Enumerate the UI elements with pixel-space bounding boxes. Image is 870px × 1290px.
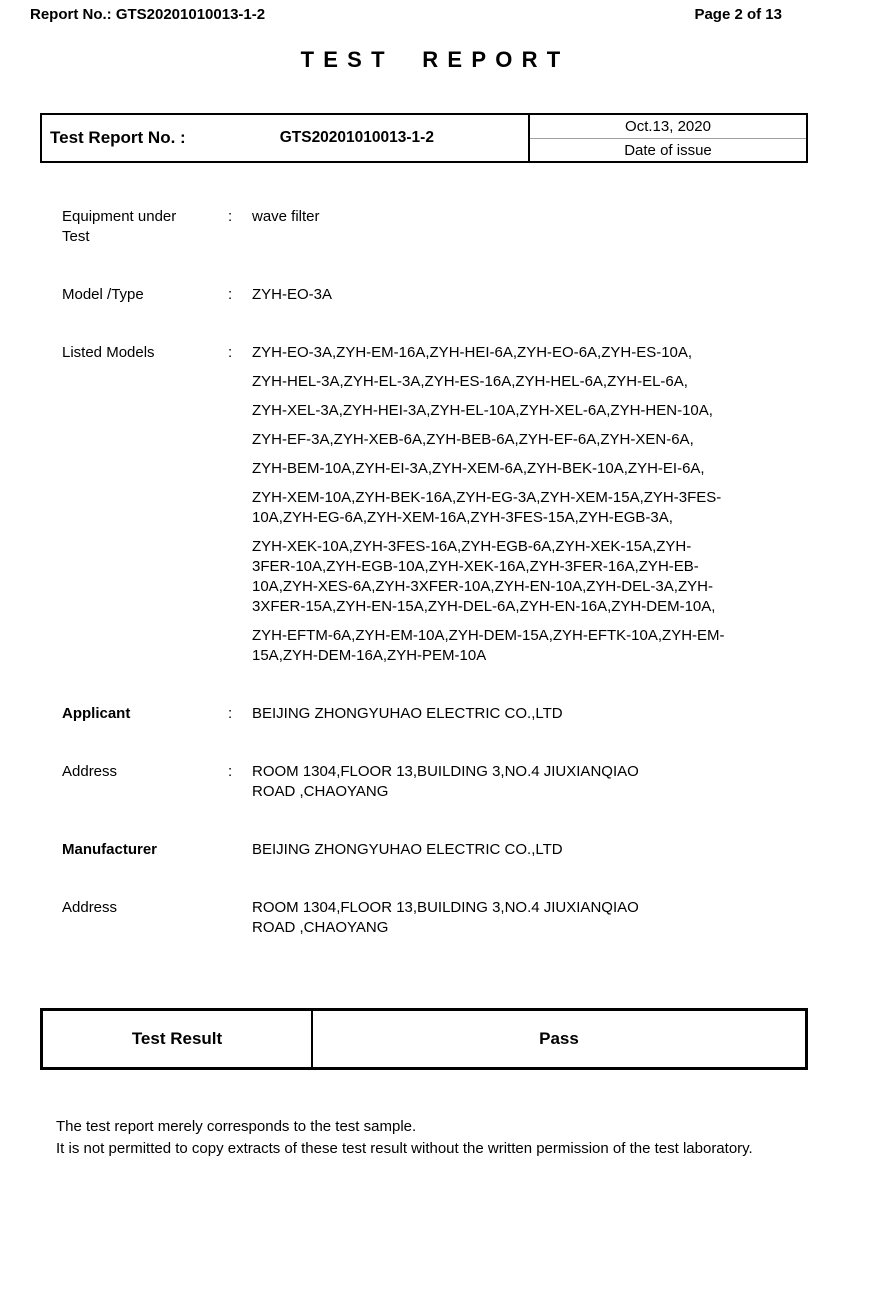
field-value-line: ZYH-EO-3A [252,286,333,303]
field-colon [228,840,252,860]
field-colon: : [228,763,233,780]
page-header [0,0,870,23]
field-label [62,840,228,860]
field-value-line: BEIJING ZHONGYUHAO ELECTRIC CO.,LTD [252,705,563,722]
field-value-paragraph [252,401,812,421]
field-value-line: 3FER-10A,ZYH-EGB-10A,ZYH-XEK-16A,ZYH-3FER-16A,ZYH-EB- [252,558,699,575]
field-value-line: ROAD ,CHAOYANG [252,783,389,800]
field-value-line: ZYH-BEM-10A,ZYH-EI-3A,ZYH-XEM-6A,ZYH-BEK-10A,ZYH-EI-6A, [252,460,705,477]
field-value-line: 15A,ZYH-DEM-16A,ZYH-PEM-10A [252,647,487,664]
field-value [252,343,812,666]
field-colon: : [228,344,233,361]
field-colon [228,898,252,938]
field-value-line: 3XFER-15A,ZYH-EN-15A,ZYH-DEL-6A,ZYH-EN-16A,ZYH-DEM-10A, [252,598,716,615]
field-value-paragraph [252,626,812,666]
field-value-line: BEIJING ZHONGYUHAO ELECTRIC CO.,LTD [252,841,563,858]
report-info-table [40,113,808,163]
test-result-value: Pass [539,1029,579,1048]
field-value-line: ZYH-EFTM-6A,ZYH-EM-10A,ZYH-DEM-15A,ZYH-EFTK-10A,ZYH-EM- [252,627,725,644]
field-colon: : [228,705,233,722]
field-label-line: Test [62,228,90,245]
field-value [252,898,812,938]
field-value [252,207,812,247]
field-label-line: Manufacturer [62,841,158,858]
field-colon: : [228,286,233,303]
issue-date-cell [530,115,806,161]
header-report-no: Report No.: GTS20201010013-1-2 [30,6,266,23]
field-value-line: ROOM 1304,FLOOR 13,BUILDING 3,NO.4 JIUXIANQIAO [252,763,639,780]
issue-date-value: Oct.13, 2020 [530,115,806,139]
field-label-line: Model /Type [62,286,144,303]
test-result-label: Test Result [43,1011,313,1067]
fields-section [62,207,870,938]
field-value-line: ZYH-HEL-3A,ZYH-EL-3A,ZYH-ES-16A,ZYH-HEL-6A,ZYH-EL-6A, [252,373,688,390]
field-row-applicant [62,704,870,724]
report-no-label: Test Report No. : [50,128,186,147]
field-value [252,285,812,305]
field-value-line: ZYH-XEL-3A,ZYH-HEI-3A,ZYH-EL-10A,ZYH-XEL-6A,ZYH-HEN-10A, [252,402,713,419]
field-label [62,285,228,305]
field-value-paragraph [252,372,812,392]
field-row-equipment-under-test [62,207,870,247]
field-label [62,207,228,247]
test-result-table [40,1008,808,1070]
field-label [62,704,228,724]
field-value-paragraph [252,840,812,860]
field-label-line: Listed Models [62,344,155,361]
disclaimer [56,1116,834,1160]
field-value-paragraph [252,488,812,528]
field-value-paragraph [252,537,812,617]
report-no-cell [42,115,530,161]
disclaimer-line1: The test report merely corresponds to the test sample. [56,1118,417,1135]
field-value-line: 10A,ZYH-XES-6A,ZYH-3XFER-10A,ZYH-EN-10A,ZYH-DEL-3A,ZYH- [252,578,713,595]
field-label [62,762,228,802]
field-value [252,840,812,860]
field-label-line: Address [62,763,118,780]
field-value [252,704,812,724]
disclaimer-line2: It is not permitted to copy extracts of these test result without the written permission of the test laboratory. [56,1140,753,1157]
field-label-line: Address [62,899,118,916]
field-row-manufacturer-address [62,898,870,938]
field-value-line: ZYH-EF-3A,ZYH-XEB-6A,ZYH-BEB-6A,ZYH-EF-6A,ZYH-XEN-6A, [252,431,694,448]
field-value-line: ROAD ,CHAOYANG [252,919,389,936]
field-label-line: Equipment under [62,208,177,225]
field-row-model-type [62,285,870,305]
field-value [252,762,812,802]
field-value-paragraph [252,704,812,724]
field-value-line: ZYH-EO-3A,ZYH-EM-16A,ZYH-HEI-6A,ZYH-EO-6A,ZYH-ES-10A, [252,344,693,361]
field-value-paragraph [252,430,812,450]
field-row-manufacturer [62,840,870,860]
field-value-line: ZYH-XEK-10A,ZYH-3FES-16A,ZYH-EGB-6A,ZYH-XEK-15A,ZYH- [252,538,692,555]
field-value-paragraph [252,343,812,363]
field-row-applicant-address [62,762,870,802]
field-colon: : [228,208,233,225]
issue-date-label: Date of issue [624,142,712,159]
field-label [62,343,228,666]
header-page-info: Page 2 of 13 [694,6,782,23]
field-value-paragraph [252,898,812,938]
field-label [62,898,228,938]
document-title: TEST REPORT [300,47,570,72]
field-value-line: wave filter [252,208,320,225]
field-value-line: ZYH-XEM-10A,ZYH-BEK-16A,ZYH-EG-3A,ZYH-XEM-15A,ZYH-3FES- [252,489,722,506]
report-no-value: GTS20201010013-1-2 [279,129,434,146]
field-row-listed-models [62,343,870,666]
field-value-line: ROOM 1304,FLOOR 13,BUILDING 3,NO.4 JIUXIANQIAO [252,899,639,916]
field-value-paragraph [252,762,812,802]
field-value-paragraph [252,207,812,227]
field-value-paragraph [252,459,812,479]
field-value-paragraph [252,285,812,305]
field-label-line: Applicant [62,705,131,722]
field-value-line: 10A,ZYH-EG-6A,ZYH-XEM-16A,ZYH-3FES-15A,ZYH-EGB-3A, [252,509,673,526]
